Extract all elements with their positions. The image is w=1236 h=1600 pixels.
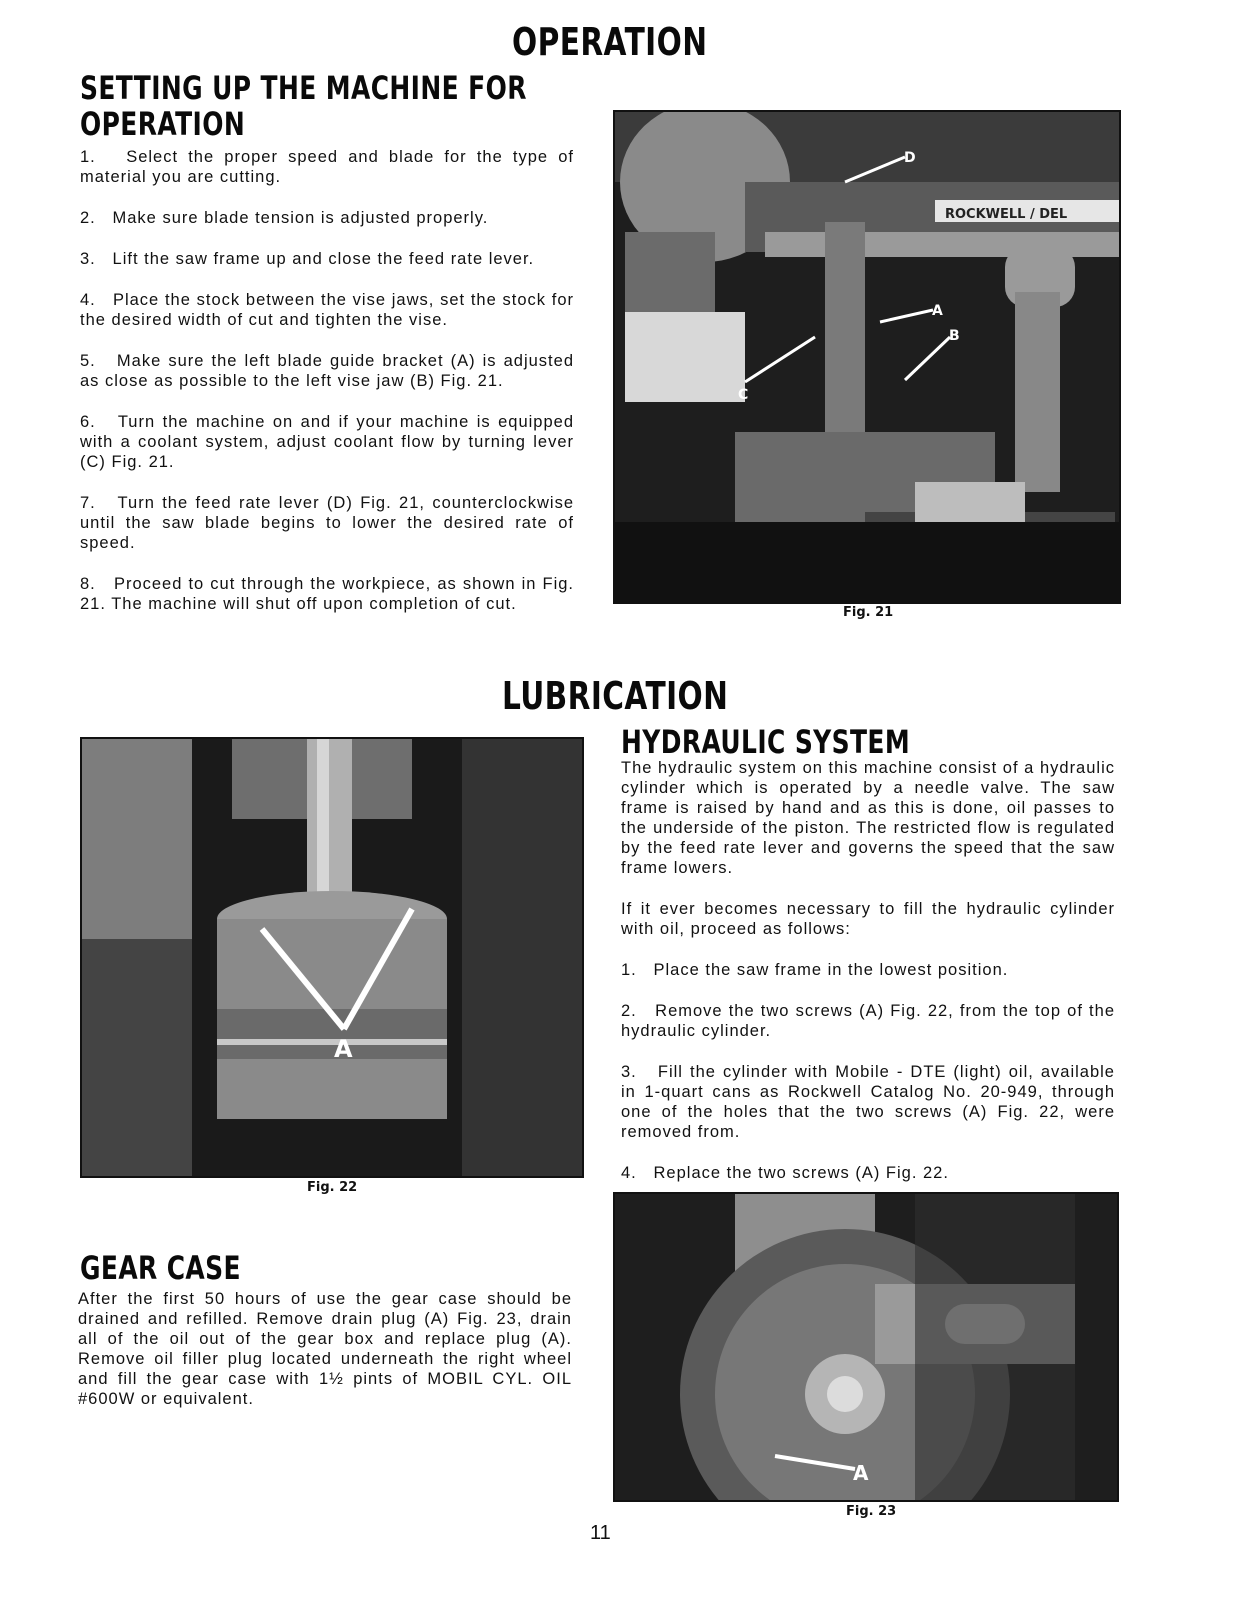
- fig21-label-c: C: [738, 387, 749, 403]
- setup-step-1: 1. Select the proper speed and blade for the type of material you are cutting.: [80, 148, 574, 186]
- hydraulic-step-1: 1. Place the saw frame in the lowest position.: [621, 961, 1009, 979]
- setup-step-4: 4. Place the stock between the vise jaws, set the stock for the desired width of cut and tighten the vise.: [80, 291, 574, 329]
- fig21-illustration: [615, 112, 1119, 602]
- setup-step-3: 3. Lift the saw frame up and close the feed rate lever.: [80, 250, 535, 268]
- fig21-label-d: D: [904, 150, 916, 166]
- fig21-label-b: B: [949, 328, 960, 344]
- fig22-illustration: [82, 739, 582, 1176]
- setup-step-5: 5. Make sure the left blade guide bracket (A) is adjusted as close as possible to the left vise jaw (B) Fig. 21.: [80, 352, 574, 390]
- hydraulic-step-3: 3. Fill the cylinder with Mobile - DTE (light) oil, available in 1-quart cans as Rockwell Catalog No. 20-949, through one of the holes that the two screws (A) Fig. 22, were removed from.: [621, 1063, 1115, 1141]
- gear-case-heading: GEAR CASE: [80, 1249, 241, 1287]
- fig21-label-a: A: [932, 303, 943, 319]
- hydraulic-intro: The hydraulic system on this machine consist of a hydraulic cylinder which is operated by a needle valve. The saw frame is raised by hand and as this is done, oil passes to the underside of the piston. The restricted flow is regulated by the feed rate lever and governs the speed that the saw frame lowers.: [621, 759, 1115, 877]
- gear-case-text: After the first 50 hours of use the gear case should be drained and refilled. Remove drain plug (A) Fig. 23, drain all of the oil out of the gear box and replace plug (A). Remove oil filler plug located underneath the right wheel and fill the gear case with 1½ pints of MOBIL CYL. OIL #600W or equivalent.: [78, 1290, 572, 1408]
- gear-case-section: [78, 1289, 572, 1409]
- fig22-caption: Fig. 22: [307, 1180, 358, 1195]
- setup-step-2: 2. Make sure blade tension is adjusted properly.: [80, 209, 489, 227]
- lubrication-heading: LUBRICATION: [502, 674, 729, 718]
- setup-step-7: 7. Turn the feed rate lever (D) Fig. 21, counterclockwise until the saw blade begins to lower the desired rate of speed.: [80, 494, 574, 552]
- page-title: OPERATION: [512, 20, 708, 64]
- fig23-illustration: [615, 1194, 1117, 1500]
- setup-steps: [80, 147, 574, 635]
- fig22-label-a: A: [334, 1035, 353, 1063]
- page-number: 11: [590, 1522, 611, 1544]
- fig22-photo: [80, 737, 584, 1178]
- fig21-brand-text: ROCKWELL / DEL: [945, 207, 1068, 222]
- fig21-caption: Fig. 21: [843, 605, 894, 620]
- fig23-photo: [613, 1192, 1119, 1502]
- hydraulic-lead: If it ever becomes necessary to fill the hydraulic cylinder with oil, proceed as follows:: [621, 900, 1115, 938]
- setup-step-6: 6. Turn the machine on and if your machine is equipped with a coolant system, adjust coolant flow by turning lever (C) Fig. 21.: [80, 413, 574, 471]
- setup-heading-line1: SETTING UP THE MACHINE FOR: [80, 69, 527, 107]
- fig21-photo: [613, 110, 1121, 604]
- setup-heading-line2: OPERATION: [80, 105, 246, 143]
- hydraulic-heading: HYDRAULIC SYSTEM: [621, 723, 911, 761]
- hydraulic-section: [621, 758, 1115, 1204]
- setup-step-8: 8. Proceed to cut through the workpiece, as shown in Fig. 21. The machine will shut off upon completion of cut.: [80, 575, 574, 613]
- hydraulic-step-2: 2. Remove the two screws (A) Fig. 22, from the top of the hydraulic cylinder.: [621, 1002, 1115, 1040]
- hydraulic-step-4: 4. Replace the two screws (A) Fig. 22.: [621, 1164, 949, 1182]
- fig23-caption: Fig. 23: [846, 1504, 897, 1519]
- fig23-label-a: A: [853, 1461, 869, 1485]
